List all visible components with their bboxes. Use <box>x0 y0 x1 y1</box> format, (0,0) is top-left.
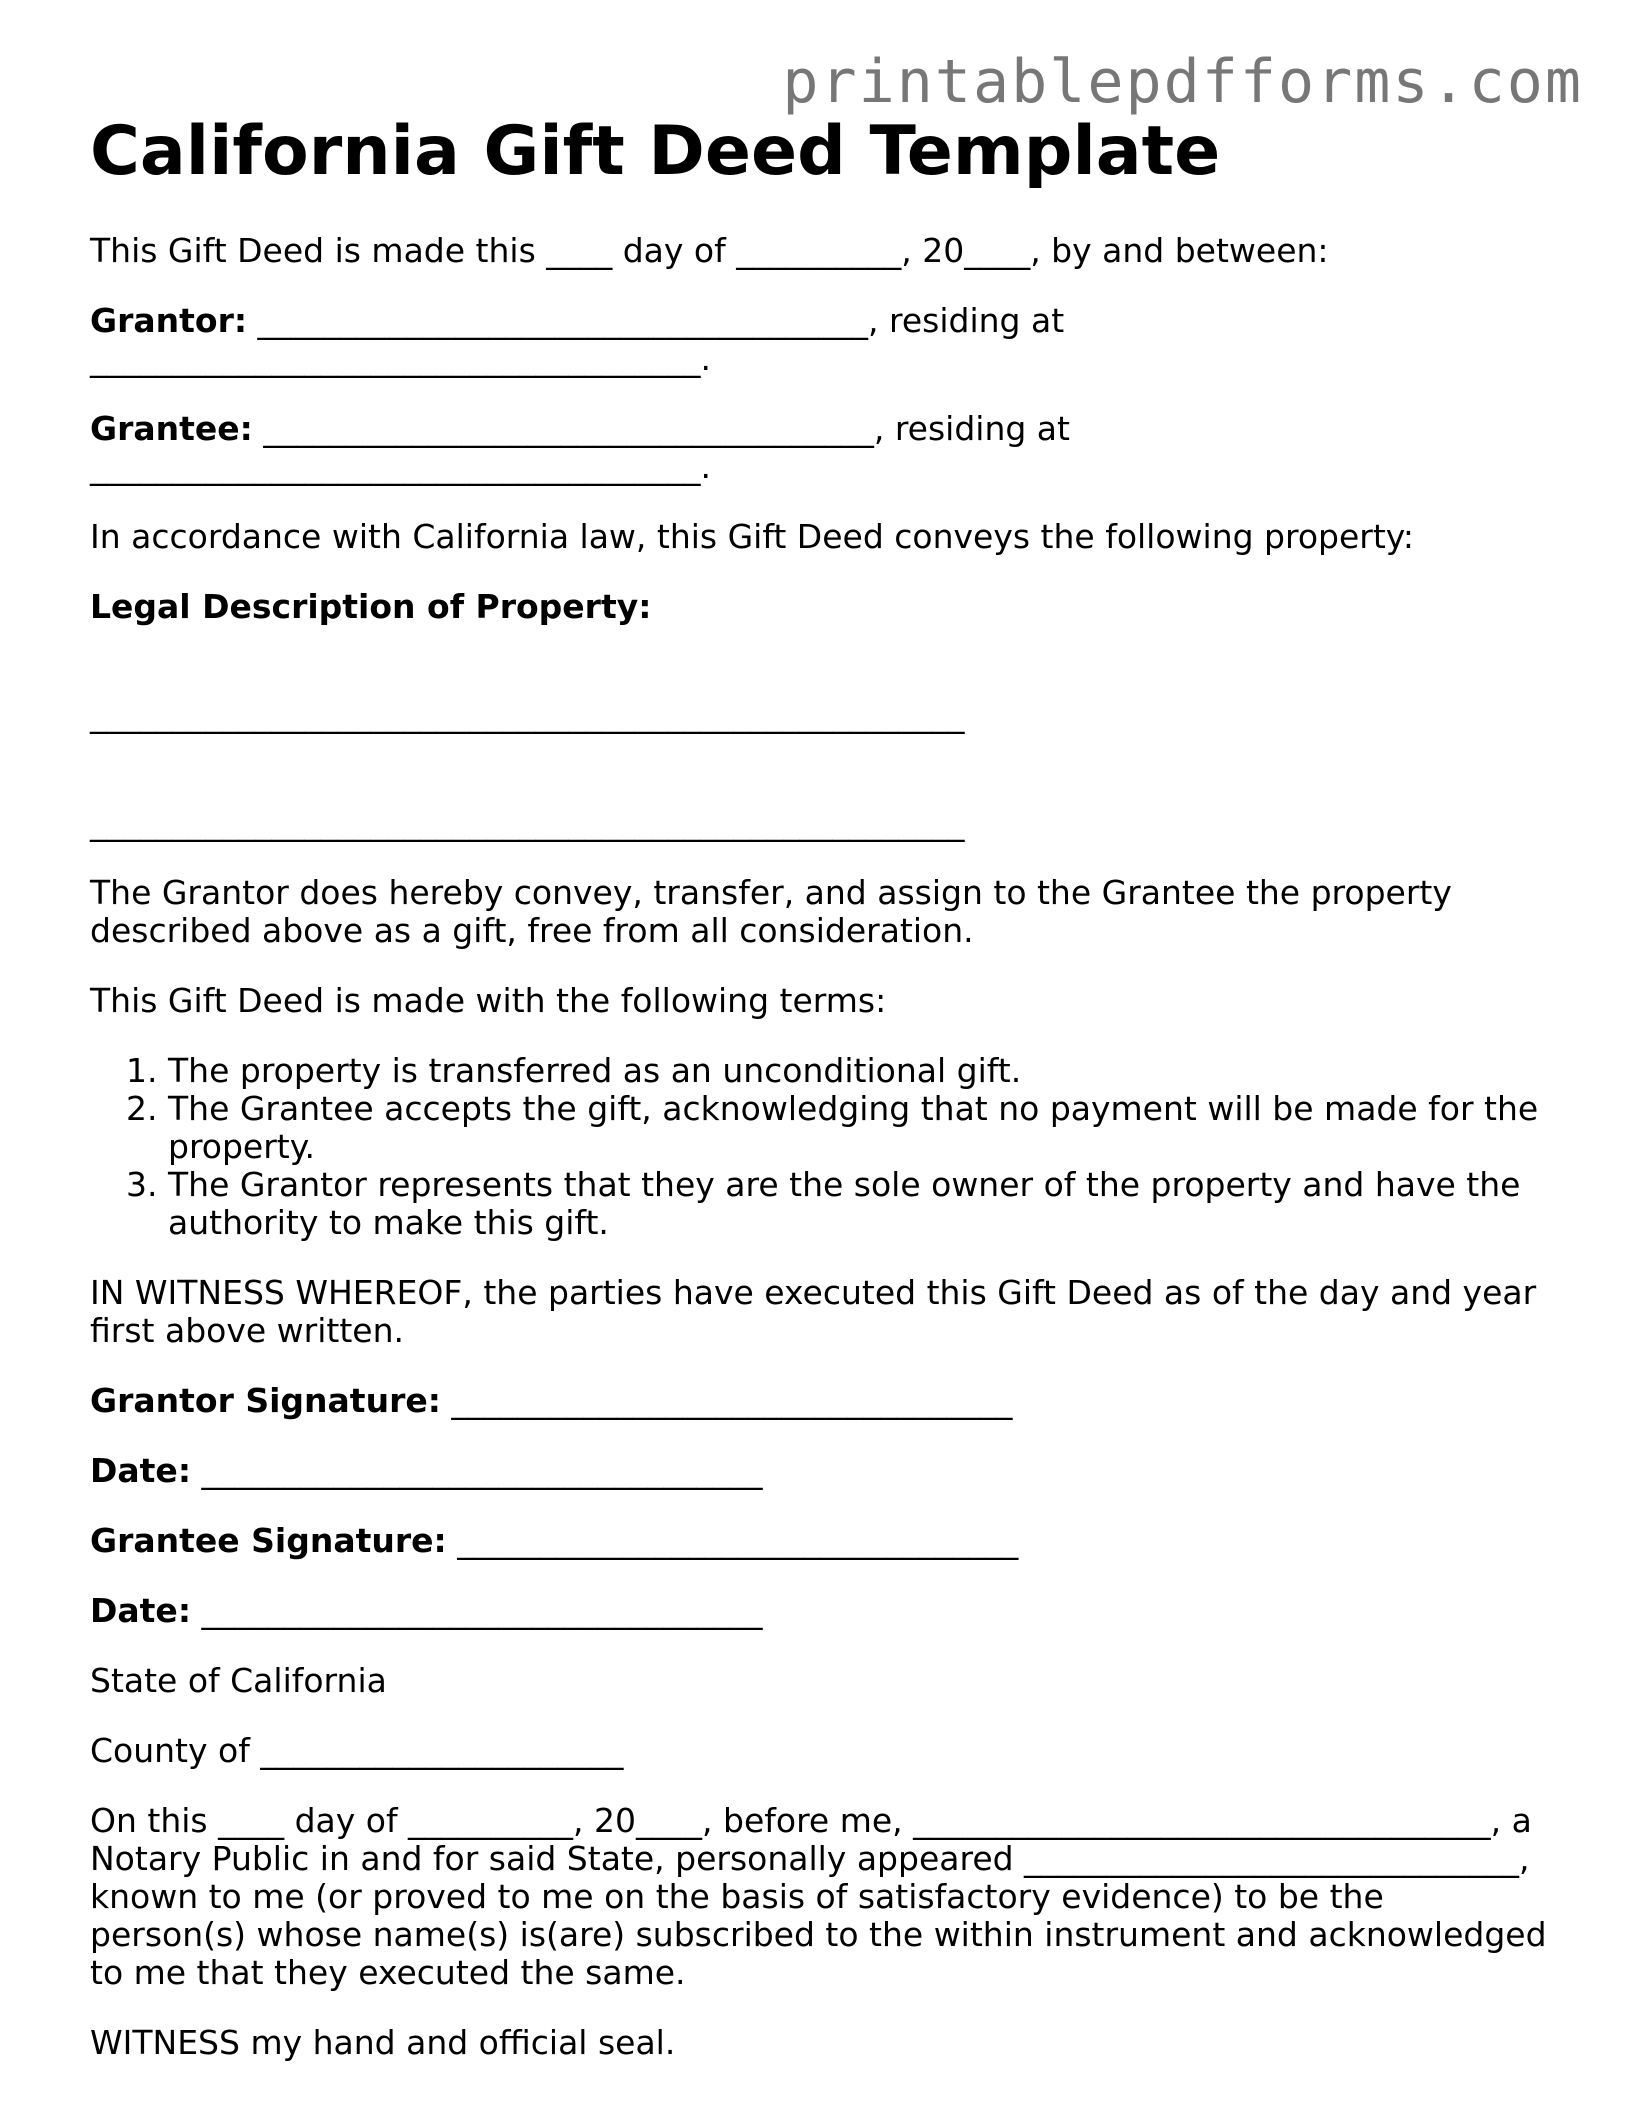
grantor-block <box>90 302 1550 378</box>
grantee-label: Grantee: <box>90 409 253 448</box>
notary-state: State of California <box>90 1661 387 1700</box>
list-item: 1. The property is transferred as an unconditional gift. <box>168 1052 1550 1090</box>
grantor-label: Grantor: <box>90 301 248 340</box>
conveys-paragraph: In accordance with California law, this Gift Deed conveys the following property: <box>90 517 1415 556</box>
grantor-date-row <box>90 1452 1550 1490</box>
page-title: California Gift Deed Template <box>90 112 1221 191</box>
grantor-signature-row <box>90 1382 1550 1420</box>
document-page <box>90 112 1550 2094</box>
witness-whereof: IN WITNESS WHEREOF, the parties have executed this Gift Deed as of the day and year first above written. <box>90 1273 1537 1350</box>
list-item: 3. The Grantor represents that they are the sole owner of the property and have the authority to make this gift. <box>168 1166 1550 1242</box>
grantee-date-field: __________________________________ <box>191 1591 763 1630</box>
grantor-date-label: Date: <box>90 1451 192 1490</box>
grantee-date-row <box>90 1592 1550 1630</box>
legal-description-line-2: _____________________________________________________ <box>90 803 965 842</box>
grantee-block <box>90 410 1550 486</box>
grantor-name-field: _____________________________________, residing at <box>247 301 1065 340</box>
notary-acknowledgment: On this ____ day of __________, 20____, before me, ___________________________________, a Notary Public in and for said State, personally appeared ______________________________, known to me (or proved to me on the basis of satisfactory evidence) to be the person(s) whose name(s) is(are) subscribed to the within instrument and acknowledged to me that they executed the same. <box>90 1801 1547 1992</box>
conveyance-statement: The Grantor does hereby convey, transfer, and assign to the Grantee the property described above as a gift, free from all consideration. <box>90 873 1452 950</box>
grantee-name-field: _____________________________________, residing at <box>252 409 1070 448</box>
terms-list <box>90 1052 1550 1242</box>
grantee-date-label: Date: <box>90 1591 192 1630</box>
grantee-signature-label: Grantee Signature: <box>90 1521 447 1560</box>
watermark: printablepdfforms.com <box>782 47 1583 117</box>
notary-witness: WITNESS my hand and official seal. <box>90 2023 676 2062</box>
grantee-address-field: _____________________________________. <box>90 447 711 486</box>
grantee-signature-field: __________________________________ <box>446 1521 1019 1560</box>
grantor-address-field: _____________________________________. <box>90 339 711 378</box>
grantor-signature-label: Grantor Signature: <box>90 1381 441 1420</box>
grantee-signature-row <box>90 1522 1550 1560</box>
intro-paragraph: This Gift Deed is made this ____ day of __________, 20____, by and between: <box>90 231 1329 270</box>
legal-description-line-1: _____________________________________________________ <box>90 695 965 734</box>
list-item: 2. The Grantee accepts the gift, acknowledging that no payment will be made for the property. <box>168 1090 1550 1166</box>
legal-description-label: Legal Description of Property: <box>90 587 652 626</box>
terms-intro: This Gift Deed is made with the following terms: <box>90 981 887 1020</box>
grantor-date-field: __________________________________ <box>191 1451 763 1490</box>
grantor-signature-field: __________________________________ <box>440 1381 1013 1420</box>
notary-county: County of ______________________ <box>90 1731 624 1770</box>
